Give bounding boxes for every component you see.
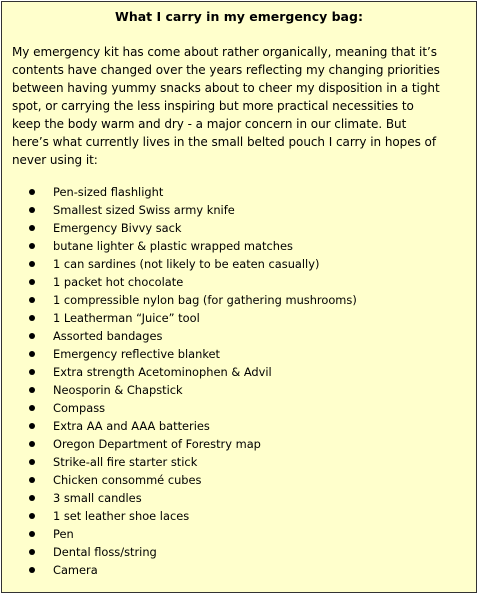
list-item-label: Strike-all fire starter stick (53, 455, 198, 469)
intro-line: here’s what currently lives in the small belted pouch I carry in hopes of (12, 135, 437, 149)
list-item (2, 273, 357, 291)
list-item-label: Camera (53, 563, 98, 577)
list-item (2, 489, 357, 507)
list-item-label: Emergency reflective blanket (53, 347, 221, 361)
list-item-label: Extra AA and AAA batteries (53, 419, 210, 433)
bullet-icon (29, 477, 35, 483)
list-item (2, 525, 357, 543)
bullet-icon (29, 297, 35, 303)
list-item (2, 363, 357, 381)
list-item (2, 453, 357, 471)
bullet-icon (29, 423, 35, 429)
list-item (2, 237, 357, 255)
bullet-icon (29, 567, 35, 573)
bullet-icon (29, 495, 35, 501)
list-item (2, 219, 357, 237)
list-item-label: 1 Leatherman “Juice” tool (53, 311, 200, 325)
list-item (2, 399, 357, 417)
list-item (2, 561, 357, 579)
bullet-icon (29, 333, 35, 339)
list-item-label: Pen (53, 527, 74, 541)
list-item (2, 291, 357, 309)
bullet-icon (29, 207, 35, 213)
list-item-label: Assorted bandages (53, 329, 163, 343)
list-item-label: 3 small candles (53, 491, 142, 505)
bullet-icon (29, 369, 35, 375)
item-list (2, 183, 357, 579)
emergency-bag-panel (1, 1, 477, 593)
list-item (2, 435, 357, 453)
list-item (2, 471, 357, 489)
bullet-icon (29, 459, 35, 465)
intro-line: keep the body warm and dry - a major concern in our climate. But (12, 117, 407, 131)
bullet-icon (29, 243, 35, 249)
list-item (2, 183, 357, 201)
list-item (2, 381, 357, 399)
intro-line: contents have changed over the years reflecting my changing priorities (12, 63, 440, 77)
list-item (2, 417, 357, 435)
bullet-icon (29, 315, 35, 321)
list-item-label: Neosporin & Chapstick (53, 383, 183, 397)
bullet-icon (29, 279, 35, 285)
list-item (2, 507, 357, 525)
list-item-label: Pen-sized flashlight (53, 185, 164, 199)
list-item (2, 345, 357, 363)
bullet-icon (29, 387, 35, 393)
panel-title: What I carry in my emergency bag: (115, 9, 363, 24)
list-item-label: Extra strength Acetominophen & Advil (53, 365, 272, 379)
list-item (2, 309, 357, 327)
bullet-icon (29, 441, 35, 447)
list-item-label: Emergency Bivvy sack (53, 221, 182, 235)
list-item-label: 1 compressible nylon bag (for gathering mushrooms) (53, 293, 357, 307)
list-item-label: 1 set leather shoe laces (53, 509, 190, 523)
list-item (2, 543, 357, 561)
bullet-icon (29, 189, 35, 195)
bullet-icon (29, 531, 35, 537)
list-item-label: 1 packet hot chocolate (53, 275, 184, 289)
intro-line: My emergency kit has come about rather organically, meaning that it’s (12, 45, 437, 59)
list-item-label: butane lighter & plastic wrapped matches (53, 239, 293, 253)
list-item-label: 1 can sardines (not likely to be eaten casually) (53, 257, 320, 271)
bullet-icon (29, 549, 35, 555)
list-item-label: Smallest sized Swiss army knife (53, 203, 235, 217)
bullet-icon (29, 261, 35, 267)
intro-paragraph (12, 43, 474, 169)
list-item (2, 255, 357, 273)
bullet-icon (29, 351, 35, 357)
bullet-icon (29, 513, 35, 519)
intro-line: between having yummy snacks about to cheer my disposition in a tight (12, 81, 440, 95)
intro-line: never using it: (12, 153, 98, 167)
list-item-label: Chicken consommé cubes (53, 473, 202, 487)
list-item (2, 201, 357, 219)
bullet-icon (29, 405, 35, 411)
intro-line: spot, or carrying the less inspiring but more practical necessities to (12, 99, 414, 113)
bullet-icon (29, 225, 35, 231)
list-item (2, 327, 357, 345)
list-item-label: Compass (53, 401, 106, 415)
list-item-label: Oregon Department of Forestry map (53, 437, 261, 451)
list-item-label: Dental floss/string (53, 545, 157, 559)
